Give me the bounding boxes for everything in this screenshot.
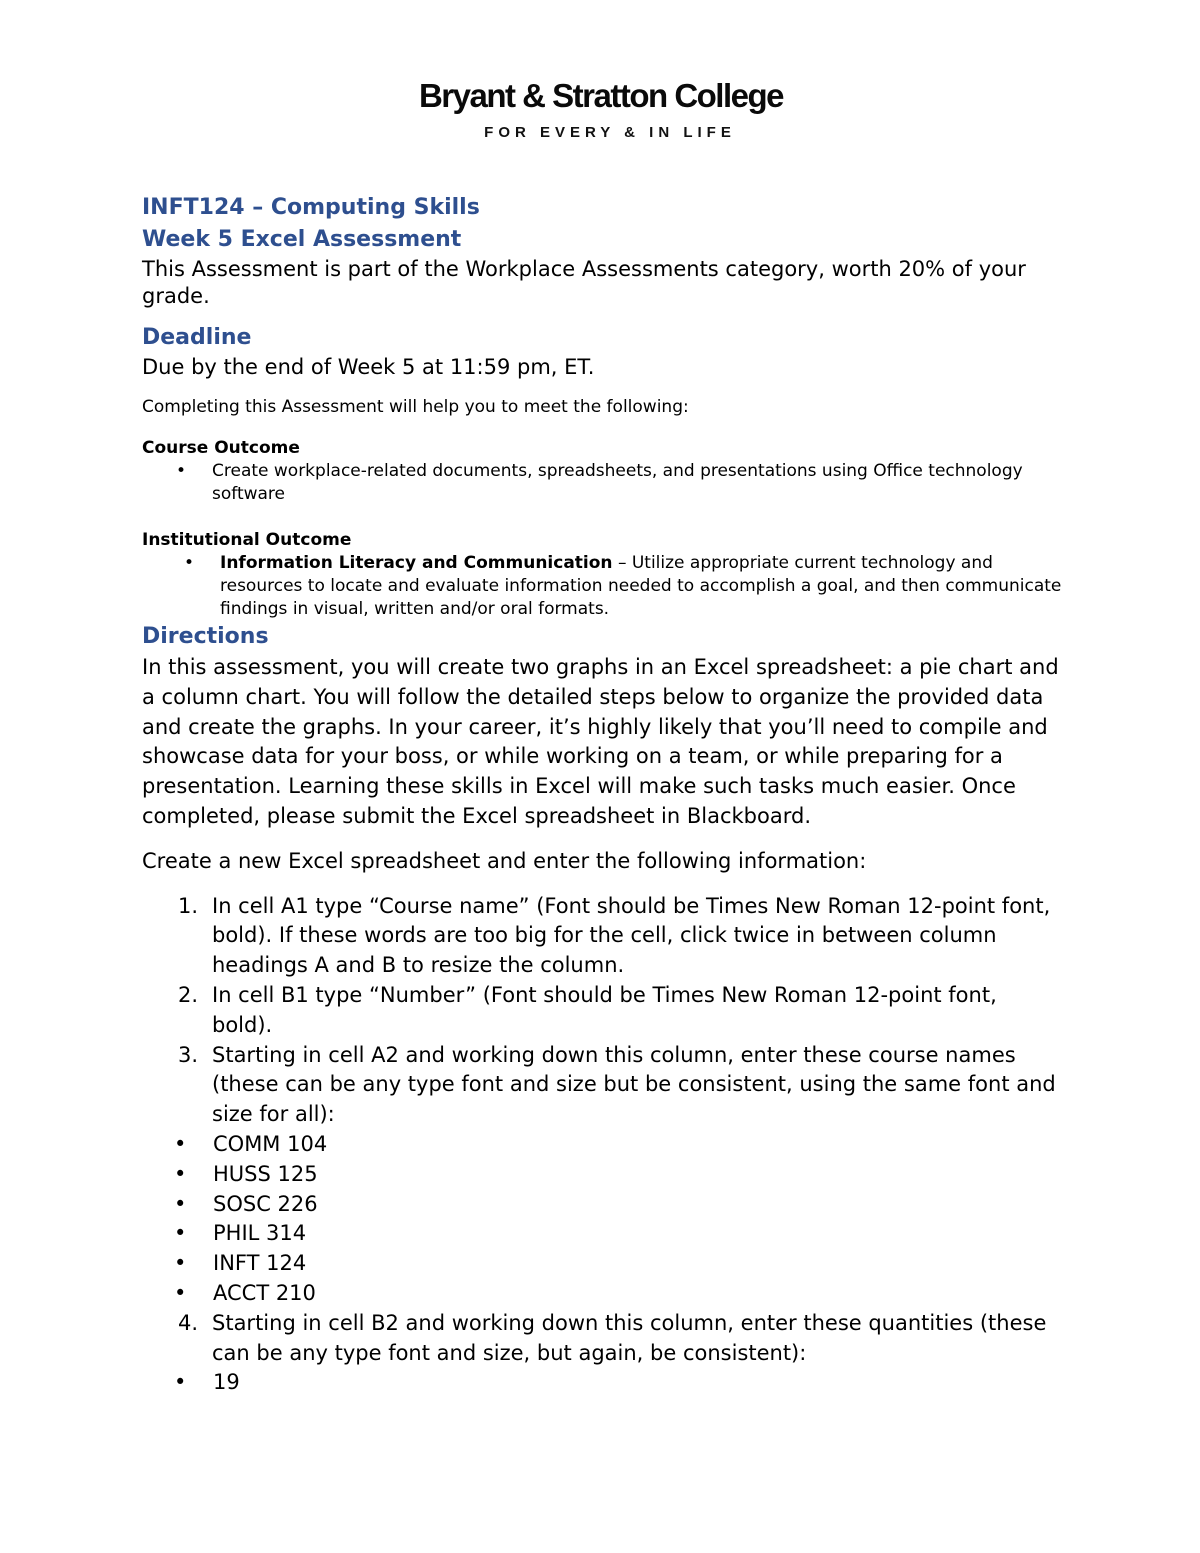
college-logo: [0, 76, 1200, 143]
course-title: INFT124 – Computing Skills: [142, 195, 480, 220]
bullet-icon: •: [174, 1251, 187, 1276]
list-item: [142, 552, 1062, 621]
logo-tagline: FOR EVERY & IN LIFE: [484, 124, 736, 141]
list-item: [142, 1249, 1062, 1279]
deadline-heading: Deadline: [142, 325, 252, 350]
step-item: [142, 981, 1062, 1041]
institutional-outcome-text: – Utilize appropriate current technology and resources to locate and evaluate information needed to accomplish a goal, and then communicate findings in visual, written and/or oral formats.: [220, 553, 1062, 619]
bullet-icon: •: [174, 1191, 187, 1216]
step-text: Starting in cell A2 and working down this column, enter these course names (these can be any type font and size but be consistent, using the same font and size for all):: [212, 1042, 1056, 1127]
steps-list: [142, 892, 1062, 1399]
course-name: COMM 104: [213, 1131, 328, 1156]
bullet-icon: •: [184, 553, 195, 573]
bullet-icon: •: [174, 1280, 187, 1305]
step-item: [142, 1041, 1062, 1309]
course-name: HUSS 125: [213, 1161, 318, 1186]
course-outcome-list: [142, 460, 1062, 506]
step-text: In cell A1 type “Course name” (Font should be Times New Roman 12-point font, bold). If these words are too big for the cell, click twice in between column headings A and B to resize the column.: [212, 893, 1051, 978]
bullet-icon: •: [174, 1370, 187, 1395]
directions-paragraph: In this assessment, you will create two graphs in an Excel spreadsheet: a pie chart and a column chart. You will follow the detailed steps below to organize the provided data and create the graphs. In your career, it’s highly likely that you’ll need to compile and showcase data for your boss, or while working on a team, or while preparing for a presentation. Learning these skills in Excel will make such tasks much easier. Once completed, please submit the Excel spreadsheet in Blackboard.: [142, 655, 1059, 828]
course-name: PHIL 314: [213, 1221, 307, 1246]
institutional-outcome-list: [142, 552, 1062, 621]
list-item: [142, 1160, 1062, 1190]
deadline-text: Due by the end of Week 5 at 11:59 pm, ET.: [142, 355, 595, 379]
step-number: 1.: [178, 893, 199, 918]
step-number: 4.: [178, 1310, 199, 1335]
step-text: Starting in cell B2 and working down this column, enter these quantities (these can be any type font and size, but again, be consistent):: [212, 1310, 1047, 1365]
outcomes-intro: Completing this Assessment will help you to meet the following:: [142, 397, 689, 417]
bullet-icon: •: [174, 1161, 187, 1186]
list-item: [142, 1190, 1062, 1220]
step-item: [142, 892, 1062, 981]
step-item: [142, 1309, 1062, 1398]
bullet-icon: •: [174, 1221, 187, 1246]
list-item: [142, 1130, 1062, 1160]
bullet-icon: •: [176, 461, 187, 481]
directions-heading: Directions: [142, 624, 269, 649]
institutional-outcome-heading: Institutional Outcome: [142, 530, 352, 550]
step-text: In cell B1 type “Number” (Font should be Times New Roman 12-point font, bold).: [212, 982, 997, 1037]
quantity: 19: [213, 1370, 240, 1395]
list-item: [142, 460, 1062, 506]
step-number: 3.: [178, 1042, 199, 1067]
course-outcome-text: Create workplace-related documents, spreadsheets, and presentations using Office technology software: [212, 461, 1023, 504]
assessment-intro: This Assessment is part of the Workplace Assessments category, worth 20% of your grade.: [142, 257, 1026, 308]
list-item: [142, 1279, 1062, 1309]
create-instruction: Create a new Excel spreadsheet and enter the following information:: [142, 848, 867, 873]
assessment-title: Week 5 Excel Assessment: [142, 227, 462, 252]
course-names-list: [142, 1130, 1062, 1309]
course-name: INFT 124: [213, 1251, 307, 1276]
logo-wordmark: Bryant & Stratton College: [418, 77, 784, 114]
course-name: ACCT 210: [213, 1280, 316, 1305]
document-body: [142, 192, 1062, 1398]
step-number: 2.: [178, 982, 199, 1007]
list-item: [142, 1219, 1062, 1249]
institutional-outcome-title: Information Literacy and Communication: [220, 553, 613, 573]
list-item: [142, 1368, 1062, 1398]
course-outcome-heading: Course Outcome: [142, 438, 300, 458]
course-name: SOSC 226: [213, 1191, 318, 1216]
bullet-icon: •: [174, 1131, 187, 1156]
quantities-list: [142, 1368, 1062, 1398]
